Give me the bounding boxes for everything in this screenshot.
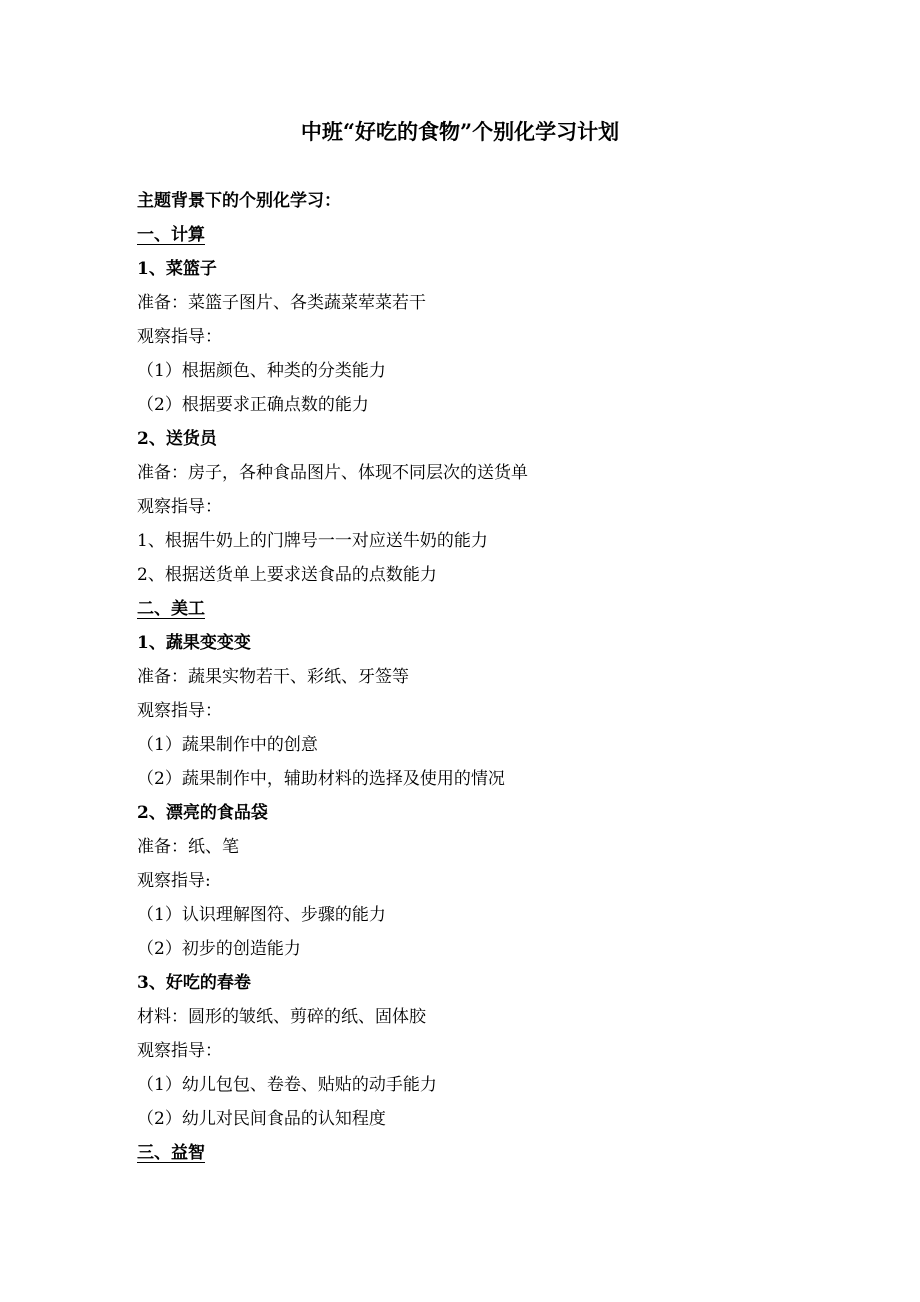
- body-line: （1）幼儿包包、卷卷、贴贴的动手能力: [137, 1075, 437, 1095]
- body-line: 观察指导：: [137, 1041, 222, 1061]
- body-line: （1）蔬果制作中的创意: [137, 735, 318, 755]
- body-line: 观察指导：: [137, 701, 222, 721]
- body-line: （1）认识理解图符、步骤的能力: [137, 905, 386, 925]
- body-line: 观察指导：: [137, 327, 222, 347]
- body-line: 准备：房子，各种食品图片、体现不同层次的送货单: [137, 463, 528, 483]
- section-heading: 三、益智: [137, 1143, 205, 1163]
- subheading-line: 主题背景下的个别化学习：: [137, 191, 341, 211]
- subheading-line: 1、菜篮子: [137, 259, 217, 279]
- section-heading: 一、计算: [137, 225, 205, 245]
- subheading-line: 2、送货员: [137, 429, 217, 449]
- section-heading: 二、美工: [137, 599, 205, 619]
- body-line: 1、根据牛奶上的门牌号一一对应送牛奶的能力: [137, 531, 488, 551]
- body-line: 准备：蔬果实物若干、彩纸、牙签等: [137, 667, 409, 687]
- subheading-line: 2、漂亮的食品袋: [137, 803, 268, 823]
- body-line: （2）初步的创造能力: [137, 939, 301, 959]
- body-line: 观察指导:: [137, 871, 211, 891]
- body-line: 准备：菜篮子图片、各类蔬菜荤菜若干: [137, 293, 426, 313]
- subheading-line: 3、好吃的春卷: [137, 973, 251, 993]
- body-line: （2）蔬果制作中，辅助材料的选择及使用的情况: [137, 769, 505, 789]
- document-body: [137, 184, 837, 1170]
- subheading-line: 1、蔬果变变变: [137, 633, 251, 653]
- body-line: 准备：纸、笔: [137, 837, 239, 857]
- body-line: （2）根据要求正确点数的能力: [137, 395, 369, 415]
- body-line: 材料：圆形的皱纸、剪碎的纸、固体胶: [137, 1007, 426, 1027]
- body-line: 2、根据送货单上要求送食品的点数能力: [137, 565, 437, 585]
- document-title: 中班“好吃的食物”个别化学习计划: [300, 119, 620, 144]
- body-line: 观察指导：: [137, 497, 222, 517]
- body-line: （1）根据颜色、种类的分类能力: [137, 361, 386, 381]
- body-line: （2）幼儿对民间食品的认知程度: [137, 1109, 386, 1129]
